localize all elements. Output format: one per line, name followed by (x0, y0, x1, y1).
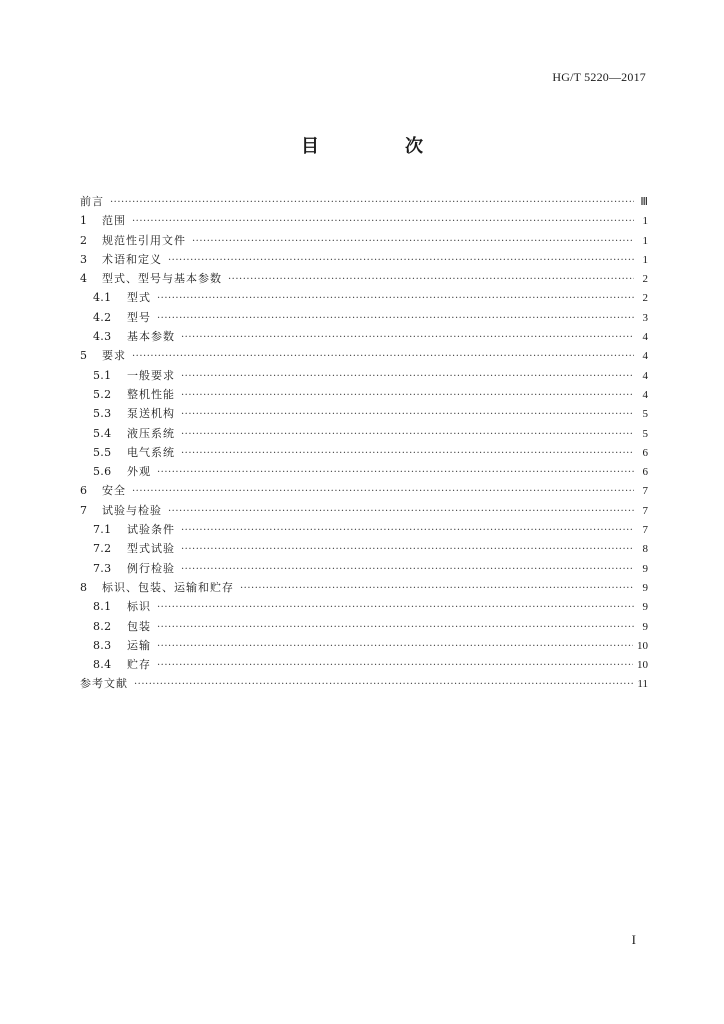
dot-leader (181, 560, 634, 579)
toc-entry-label: 电气系统 (127, 445, 175, 459)
toc-entry-label: 型号 (127, 310, 151, 324)
toc-entry[interactable] (80, 636, 648, 655)
toc-entry[interactable] (80, 539, 648, 558)
toc-entry-label: 贮存 (127, 658, 151, 672)
toc-entry-page: 5 (642, 408, 648, 421)
toc-entry[interactable] (80, 481, 648, 500)
toc-entry-number: 5.2 (93, 387, 112, 401)
toc-entry[interactable] (80, 462, 648, 481)
toc-entry[interactable] (80, 288, 648, 307)
standard-code: HG/T 5220—2017 (552, 70, 646, 84)
toc-entry[interactable] (80, 578, 648, 597)
toc-entry-label: 基本参数 (127, 330, 175, 344)
toc-entry-label: 泵送机构 (127, 407, 175, 421)
toc-entry[interactable] (80, 424, 648, 443)
toc-entry-page: 6 (642, 446, 648, 459)
dot-leader (192, 232, 634, 251)
toc-entry[interactable] (80, 250, 648, 269)
dot-leader (168, 502, 634, 521)
toc-entry-page: 9 (642, 562, 648, 575)
dot-leader (157, 289, 634, 308)
toc-entry-label: 参考文献 (80, 677, 128, 691)
toc-entry-label: 要求 (102, 349, 126, 363)
toc-entry-label: 范围 (102, 214, 126, 228)
dot-leader (181, 444, 634, 463)
toc-entry-number: 7 (80, 503, 87, 517)
page-number: I (631, 932, 636, 947)
toc-entry-page: 10 (637, 659, 648, 672)
dot-leader (157, 656, 633, 675)
toc-entry-number: 7.1 (93, 523, 112, 537)
toc-entry[interactable] (80, 443, 648, 462)
toc-entry[interactable] (80, 597, 648, 616)
toc-entry-page: 7 (642, 524, 648, 537)
toc-entry-page: 7 (642, 485, 648, 498)
toc-entry-page: 8 (642, 543, 648, 556)
toc-entry[interactable] (80, 559, 648, 578)
toc-entry-page: 4 (642, 331, 648, 344)
toc-entry-page: 4 (642, 350, 648, 363)
toc-entry[interactable] (80, 366, 648, 385)
dot-leader (157, 637, 633, 656)
toc-entry-number: 8 (80, 580, 87, 594)
toc-entry-label: 型式、型号与基本参数 (102, 272, 222, 286)
toc-entry-label: 试验条件 (127, 523, 175, 537)
toc-entry-number: 7.2 (93, 542, 112, 556)
toc-entry-page: 5 (642, 427, 648, 440)
dot-leader (157, 463, 634, 482)
toc-entry-number: 6 (80, 484, 87, 498)
toc-entry-number: 8.4 (93, 658, 112, 672)
toc-entry[interactable] (80, 674, 648, 693)
toc-entry-page: 4 (642, 388, 648, 401)
toc-entry[interactable] (80, 404, 648, 423)
table-of-contents (80, 192, 648, 694)
toc-entry-number: 2 (80, 233, 87, 247)
toc-entry-page: 4 (642, 369, 648, 382)
toc-entry-number: 8.1 (93, 600, 112, 614)
dot-leader (132, 482, 634, 501)
toc-entry-label: 外观 (127, 465, 151, 479)
toc-entry[interactable] (80, 192, 648, 211)
toc-entry-label: 整机性能 (127, 387, 175, 401)
toc-entry-page: 11 (637, 678, 648, 691)
toc-entry-label: 标识、包装、运输和贮存 (102, 580, 234, 594)
toc-entry-page: 1 (642, 253, 648, 266)
toc-entry-label: 例行检验 (127, 561, 175, 575)
toc-entry[interactable] (80, 211, 648, 230)
toc-entry-number: 4.2 (93, 310, 112, 324)
toc-entry[interactable] (80, 327, 648, 346)
toc-entry-number: 5 (80, 349, 87, 363)
toc-entry-page: 1 (642, 215, 648, 228)
toc-entry[interactable] (80, 346, 648, 365)
toc-entry-page: 2 (642, 273, 648, 286)
toc-entry-label: 前言 (80, 195, 104, 208)
dot-leader (228, 270, 634, 289)
toc-entry-page: 9 (642, 620, 648, 633)
toc-entry[interactable] (80, 520, 648, 539)
dot-leader (240, 579, 634, 598)
dot-leader (181, 386, 634, 405)
toc-entry-number: 8.2 (93, 619, 112, 633)
toc-entry[interactable] (80, 385, 648, 404)
toc-entry-label: 液压系统 (127, 426, 175, 440)
dot-leader (181, 425, 634, 444)
toc-entry[interactable] (80, 269, 648, 288)
toc-entry-label: 型式试验 (127, 542, 175, 556)
toc-entry-page: 10 (637, 639, 648, 652)
toc-entry-page: 6 (642, 466, 648, 479)
toc-entry-number: 7.3 (93, 561, 112, 575)
toc-entry-page: 3 (642, 311, 648, 324)
toc-entry-page: 9 (642, 581, 648, 594)
dot-leader (132, 212, 634, 231)
dot-leader (168, 251, 634, 270)
dot-leader (110, 193, 634, 212)
dot-leader (181, 405, 634, 424)
dot-leader (181, 540, 634, 559)
dot-leader (132, 347, 634, 366)
toc-entry-number: 5.1 (93, 368, 112, 382)
dot-leader (181, 367, 634, 386)
toc-entry-number: 1 (80, 214, 87, 228)
toc-entry-number: 5.5 (93, 445, 112, 459)
toc-entry-number: 5.4 (93, 426, 112, 440)
toc-entry-page: 7 (642, 504, 648, 517)
dot-leader (157, 598, 634, 617)
toc-entry-label: 运输 (127, 638, 151, 652)
toc-entry-number: 5.3 (93, 407, 112, 421)
toc-entry-page: 1 (642, 234, 648, 247)
toc-entry-label: 规范性引用文件 (102, 233, 186, 247)
toc-entry[interactable] (80, 308, 648, 327)
toc-entry[interactable] (80, 231, 648, 250)
toc-entry-number: 5.6 (93, 465, 112, 479)
toc-entry-page: Ⅲ (640, 196, 648, 208)
toc-entry-label: 标识 (127, 600, 151, 614)
toc-entry-number: 4 (80, 272, 87, 286)
toc-entry-page: 9 (642, 601, 648, 614)
toc-entry-label: 术语和定义 (102, 252, 162, 266)
toc-entry-number: 4.3 (93, 330, 112, 344)
dot-leader (157, 618, 634, 637)
dot-leader (181, 521, 634, 540)
toc-entry[interactable] (80, 655, 648, 674)
toc-entry[interactable] (80, 617, 648, 636)
toc-entry-label: 包装 (127, 619, 151, 633)
toc-entry-page: 2 (642, 292, 648, 305)
dot-leader (134, 675, 633, 694)
toc-entry-number: 4.1 (93, 291, 112, 305)
dot-leader (157, 309, 634, 328)
dot-leader (181, 328, 634, 347)
toc-entry-label: 型式 (127, 291, 151, 305)
toc-entry-label: 安全 (102, 484, 126, 498)
toc-entry-label: 一般要求 (127, 368, 175, 382)
toc-entry[interactable] (80, 501, 648, 520)
toc-entry-number: 3 (80, 252, 87, 266)
toc-entry-label: 试验与检验 (102, 503, 162, 517)
toc-entry-number: 8.3 (93, 638, 112, 652)
page-title: 目 次 (301, 136, 457, 157)
